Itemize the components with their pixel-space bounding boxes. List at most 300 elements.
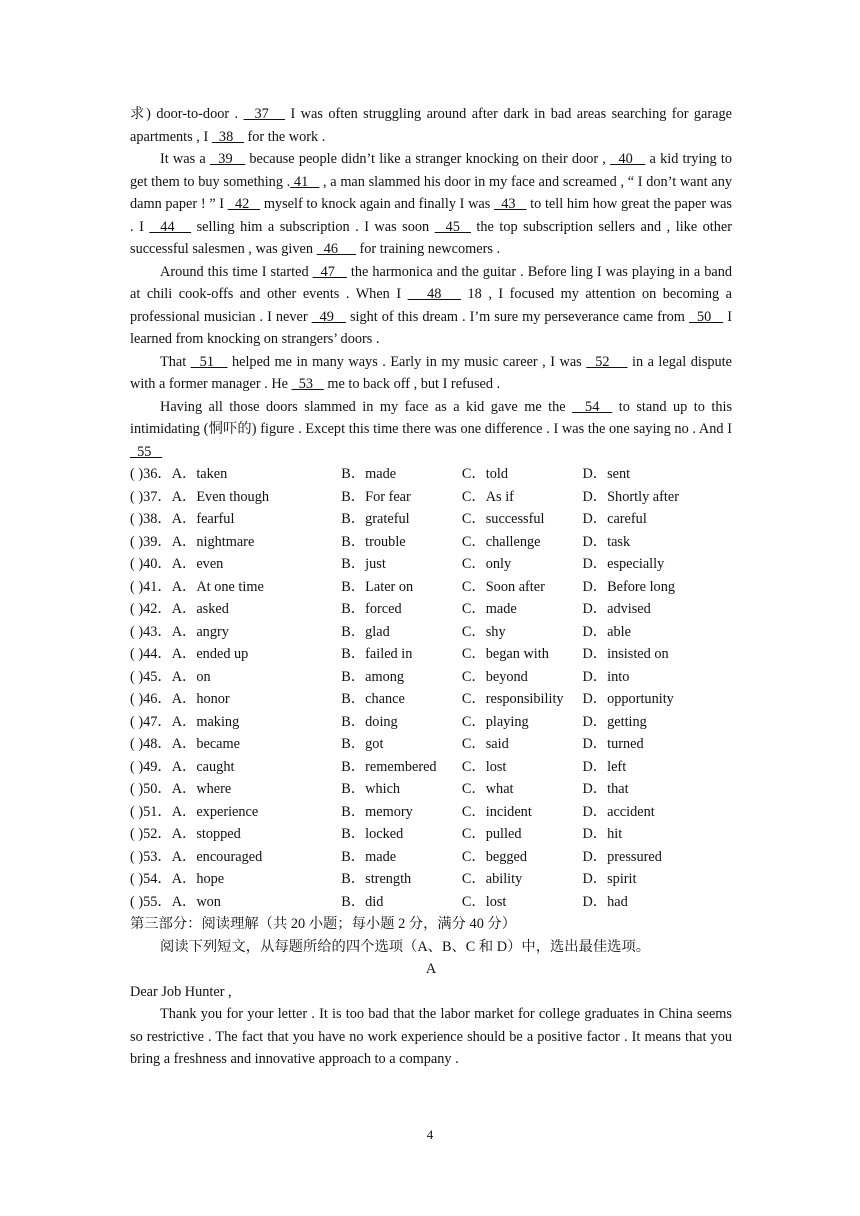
option-a: asked	[196, 601, 229, 617]
option-letter: ．A．	[157, 668, 197, 685]
option-b: got	[365, 736, 384, 752]
option-letter: ．A．	[157, 646, 197, 662]
passage-paragraph	[130, 261, 732, 351]
option-d-cell	[582, 801, 732, 824]
option-c-cell	[462, 801, 583, 824]
option-letter: C．	[461, 601, 486, 617]
question-list	[130, 463, 732, 913]
option-c-cell	[462, 486, 583, 509]
answer-bracket[interactable]: ( )	[130, 848, 144, 865]
blank-number: 40	[610, 151, 646, 167]
option-letter: D．	[582, 871, 608, 887]
blank-number: 53	[291, 376, 324, 392]
option-b: Later on	[365, 578, 414, 595]
question-row	[130, 711, 732, 734]
answer-bracket[interactable]: ( )	[130, 533, 144, 550]
option-c-cell	[462, 868, 583, 891]
option-letter: ．A．	[157, 781, 197, 797]
option-a: fearful	[196, 511, 235, 527]
cloze-passage	[130, 103, 732, 463]
option-b: trouble	[365, 533, 406, 550]
question-number-and-option-a	[130, 621, 341, 644]
option-letter: C．	[461, 848, 486, 865]
question-row	[130, 643, 732, 666]
passage-text: Having all those doors slammed in my face as a kid gave me the	[160, 398, 573, 415]
option-letter: B．	[341, 871, 366, 887]
option-letter: ．A．	[157, 826, 197, 842]
question-row	[130, 508, 732, 531]
question-number: 46	[143, 691, 158, 707]
passage-text: in a legal dispute with a former manager . He	[130, 353, 732, 392]
answer-bracket[interactable]: ( )	[130, 466, 144, 482]
option-a: ended up	[196, 646, 249, 662]
question-number: 42	[143, 601, 158, 617]
option-c: begged	[485, 848, 528, 865]
option-b-cell	[341, 801, 462, 824]
question-row	[130, 486, 732, 509]
passage-text: 求) door-to-door .	[130, 106, 244, 122]
answer-bracket[interactable]: ( )	[130, 578, 144, 595]
option-letter: C．	[461, 803, 486, 820]
option-a: honor	[196, 691, 230, 707]
option-letter: B．	[341, 556, 366, 572]
question-number-and-option-a	[130, 666, 341, 689]
option-d: getting	[607, 713, 647, 730]
option-b: failed in	[365, 646, 413, 662]
passage-text: myself to knock again and finally I was	[260, 196, 494, 212]
option-b-cell	[341, 463, 462, 486]
option-d: hit	[607, 826, 623, 842]
option-c-cell	[462, 688, 583, 711]
option-a: angry	[196, 623, 229, 640]
question-number-and-option-a	[130, 756, 341, 779]
question-number-and-option-a	[130, 846, 341, 869]
passage-text: to tell him how great the paper was . I	[130, 196, 732, 235]
option-c: challenge	[485, 533, 541, 550]
option-c: told	[485, 466, 508, 482]
option-c: began with	[485, 646, 549, 662]
option-letter: C．	[461, 758, 486, 775]
passage-text: helped me in many ways . Early in my music career , I was	[227, 353, 587, 370]
answer-bracket[interactable]: ( )	[130, 893, 144, 910]
option-letter: B．	[341, 533, 366, 550]
option-b: made	[365, 466, 397, 482]
option-d: that	[607, 781, 629, 797]
option-letter: C．	[461, 578, 486, 595]
section-heading: 第三部分：阅读理解（共 20 小题；每小题 2 分，满分 40 分）	[130, 916, 517, 932]
passage-text: for the work .	[243, 128, 326, 145]
passage-text: I was often struggling around after dark in bad areas searching for garage apartments , I	[130, 106, 733, 145]
option-c: As if	[485, 488, 514, 505]
option-a: Even though	[196, 488, 269, 505]
option-letter: ．A．	[157, 871, 197, 887]
passage-text: me to back off , but I refused .	[323, 376, 501, 392]
option-a: on	[196, 668, 211, 685]
option-c-cell	[462, 733, 583, 756]
option-letter: ．A．	[157, 601, 197, 617]
option-c: what	[485, 781, 514, 797]
question-number: 36	[143, 466, 158, 482]
question-number-and-option-a	[130, 508, 341, 531]
option-letter: D．	[582, 781, 608, 797]
option-d-cell	[582, 846, 732, 869]
passage-text: sight of this dream . I’m sure my perseverance came from	[345, 308, 689, 325]
option-c: responsibility	[485, 691, 564, 707]
passage-text: , a man slammed his door in my face and screamed , “ I don’t want any damn paper ! ” I	[130, 173, 732, 212]
option-a: caught	[196, 758, 235, 775]
option-d: careful	[607, 511, 647, 527]
option-letter: C．	[461, 713, 486, 730]
option-letter: B．	[341, 488, 366, 505]
option-b-cell	[341, 621, 462, 644]
option-d-cell	[582, 688, 732, 711]
question-number: 41	[143, 578, 158, 595]
option-d-cell	[582, 621, 732, 644]
question-row	[130, 823, 732, 846]
blank-number: 42	[227, 196, 261, 212]
option-letter: D．	[582, 713, 608, 730]
letter-body: Thank you for your letter . It is too bad that the labor market for college graduates in China seems so restrictive . The fact that you have no work experience should be a positive factor . It means that you bring a freshness and innovative approach to a company .	[130, 1006, 732, 1067]
option-c-cell	[462, 576, 583, 599]
option-b: remembered	[365, 758, 437, 775]
question-row	[130, 531, 732, 554]
option-letter: C．	[461, 556, 486, 572]
question-number: 45	[143, 668, 158, 685]
option-b: which	[365, 781, 401, 797]
option-letter: B．	[341, 758, 366, 775]
option-c: incident	[485, 803, 532, 820]
question-number: 53	[143, 848, 158, 865]
option-b-cell	[341, 756, 462, 779]
option-a: experience	[196, 803, 259, 820]
question-number-and-option-a	[130, 553, 341, 576]
option-d-cell	[582, 666, 732, 689]
question-row	[130, 756, 732, 779]
option-d: especially	[607, 556, 665, 572]
passage-text: a kid trying to get them to buy something .	[130, 151, 733, 190]
passage-text: Around this time I started	[160, 263, 313, 280]
blank-number: 47	[312, 263, 347, 280]
option-c: beyond	[485, 668, 528, 685]
option-letter: B．	[341, 691, 366, 707]
option-d: sent	[607, 466, 631, 482]
answer-bracket[interactable]: ( )	[130, 713, 144, 730]
question-number-and-option-a	[130, 711, 341, 734]
option-letter: B．	[341, 578, 366, 595]
option-b-cell	[341, 666, 462, 689]
option-b: chance	[365, 691, 405, 707]
answer-bracket[interactable]: ( )	[130, 623, 144, 640]
passage-text: That	[160, 353, 191, 370]
option-d: left	[607, 758, 627, 775]
option-letter: ．A．	[157, 736, 197, 752]
option-letter: D．	[582, 488, 608, 505]
blank-number: 43	[493, 196, 527, 212]
question-number-and-option-a	[130, 891, 341, 914]
option-letter: B．	[341, 736, 366, 752]
passage-text: to stand up to this intimidating (恫吓的) figure . Except this time there was one difference . I was the one saying no . And I	[130, 398, 733, 437]
question-number: 38	[143, 511, 158, 527]
option-d: had	[607, 893, 628, 910]
option-a: At one time	[196, 578, 264, 595]
option-letter: B．	[341, 466, 366, 482]
answer-bracket[interactable]: ( )	[130, 556, 144, 572]
option-c: lost	[485, 758, 507, 775]
option-c-cell	[462, 778, 583, 801]
option-b-cell	[341, 643, 462, 666]
option-b: among	[365, 668, 405, 685]
option-letter: ．A．	[157, 758, 197, 775]
blank-number: 39	[209, 151, 246, 167]
question-number: 51	[143, 803, 158, 820]
passage-text: for training newcomers .	[355, 241, 501, 257]
option-d-cell	[582, 891, 732, 914]
option-a: making	[196, 713, 240, 730]
option-d: pressured	[607, 848, 662, 865]
question-number-and-option-a	[130, 486, 341, 509]
option-a: hope	[196, 871, 225, 887]
option-letter: B．	[341, 623, 366, 640]
question-number: 48	[143, 736, 158, 752]
option-letter: C．	[461, 511, 486, 527]
option-b-cell	[341, 508, 462, 531]
answer-bracket[interactable]: ( )	[130, 601, 144, 617]
option-letter: D．	[582, 758, 608, 775]
option-b-cell	[341, 711, 462, 734]
passage-text: 18 , I focused my attention on becoming a professional musician . I never	[130, 286, 733, 325]
option-b: did	[365, 893, 384, 910]
question-number: 37	[143, 488, 158, 505]
option-letter: ．A．	[157, 848, 197, 865]
option-b-cell	[341, 598, 462, 621]
passage-paragraph	[130, 148, 732, 261]
option-c-cell	[462, 643, 583, 666]
page-number: 4	[426, 1127, 434, 1142]
option-letter: B．	[341, 781, 366, 797]
option-d-cell	[582, 778, 732, 801]
option-c-cell	[462, 621, 583, 644]
option-letter: B．	[341, 803, 366, 820]
option-c: playing	[485, 713, 529, 730]
option-b: just	[365, 556, 386, 572]
option-letter: ．A．	[157, 713, 197, 730]
blank-number: 50	[688, 308, 724, 325]
blank-number: 44	[149, 218, 192, 235]
question-number: 52	[143, 826, 158, 842]
blank-number: 48	[407, 286, 461, 302]
option-d-cell	[582, 733, 732, 756]
question-number: 55	[143, 893, 158, 910]
option-letter: D．	[582, 601, 608, 617]
passage-text: It was a	[160, 151, 210, 167]
blank-number: 41	[290, 173, 320, 190]
option-b-cell	[341, 553, 462, 576]
option-letter: D．	[582, 848, 608, 865]
option-letter: C．	[461, 623, 486, 640]
passage-text: the harmonica and the guitar . Before ling I was playing in a band at chili cook-offs and other events . When I	[130, 263, 732, 302]
passage-paragraph	[130, 396, 732, 464]
option-c-cell	[462, 891, 583, 914]
option-letter: C．	[461, 826, 486, 842]
option-letter: ．A．	[157, 578, 197, 595]
option-letter: C．	[461, 871, 486, 887]
question-number-and-option-a	[130, 598, 341, 621]
option-letter: D．	[582, 803, 608, 820]
option-d: turned	[607, 736, 644, 752]
question-row	[130, 598, 732, 621]
option-d: Before long	[607, 578, 675, 595]
question-number-and-option-a	[130, 531, 341, 554]
answer-bracket[interactable]: ( )	[130, 803, 144, 820]
option-c: Soon after	[485, 578, 545, 595]
option-c: ability	[485, 871, 523, 887]
option-d-cell	[582, 508, 732, 531]
option-letter: B．	[341, 713, 366, 730]
option-letter: ．A．	[157, 511, 197, 527]
option-b-cell	[341, 486, 462, 509]
question-number: 44	[143, 646, 158, 662]
option-letter: ．A．	[157, 893, 197, 910]
option-letter: ．A．	[157, 488, 197, 505]
question-row	[130, 688, 732, 711]
option-letter: C．	[461, 533, 486, 550]
option-c: said	[485, 736, 509, 752]
answer-bracket[interactable]: ( )	[130, 691, 144, 707]
option-letter: B．	[341, 601, 366, 617]
option-b: memory	[365, 803, 413, 820]
option-letter: C．	[461, 668, 486, 685]
option-d-cell	[582, 531, 732, 554]
option-c-cell	[462, 711, 583, 734]
blank-number: 52	[586, 353, 628, 370]
question-number-and-option-a	[130, 688, 341, 711]
answer-bracket[interactable]: ( )	[130, 736, 144, 752]
question-row	[130, 463, 732, 486]
option-a: even	[196, 556, 224, 572]
option-d-cell	[582, 756, 732, 779]
option-c-cell	[462, 756, 583, 779]
answer-bracket[interactable]: ( )	[130, 871, 144, 887]
option-c: lost	[485, 893, 507, 910]
question-number-and-option-a	[130, 868, 341, 891]
option-a: nightmare	[196, 533, 255, 550]
option-d: insisted on	[607, 646, 669, 662]
question-row	[130, 801, 732, 824]
blank-number: 49	[311, 308, 346, 325]
option-letter: D．	[582, 578, 608, 595]
option-letter: D．	[582, 646, 608, 662]
question-number-and-option-a	[130, 801, 341, 824]
question-number: 43	[143, 623, 158, 640]
question-number-and-option-a	[130, 576, 341, 599]
option-b-cell	[341, 688, 462, 711]
option-letter: C．	[461, 893, 486, 910]
option-d: Shortly after	[607, 488, 679, 505]
option-b: grateful	[365, 511, 410, 527]
option-c: pulled	[485, 826, 522, 842]
option-d-cell	[582, 643, 732, 666]
option-a: taken	[196, 466, 228, 482]
option-letter: B．	[341, 668, 366, 685]
option-d: spirit	[607, 871, 637, 887]
option-c: successful	[485, 511, 545, 527]
question-number: 50	[143, 781, 158, 797]
answer-bracket[interactable]: ( )	[130, 488, 144, 505]
passage-paragraph	[130, 103, 732, 148]
option-d: opportunity	[607, 691, 674, 707]
option-a: stopped	[196, 826, 241, 842]
question-row	[130, 621, 732, 644]
letter-salutation: Dear Job Hunter ,	[130, 983, 232, 1000]
blank-number: 38	[211, 128, 244, 145]
passage-label: A	[425, 961, 437, 977]
question-number-and-option-a	[130, 778, 341, 801]
option-letter: ．A．	[157, 691, 197, 707]
option-b: forced	[365, 601, 402, 617]
answer-bracket[interactable]: ( )	[130, 511, 144, 527]
option-d: accident	[607, 803, 655, 820]
answer-bracket[interactable]: ( )	[130, 781, 144, 797]
option-letter: ．A．	[157, 803, 197, 820]
option-c-cell	[462, 666, 583, 689]
document-page	[130, 103, 732, 1071]
option-letter: D．	[582, 556, 608, 572]
option-b-cell	[341, 823, 462, 846]
question-row	[130, 846, 732, 869]
option-letter: B．	[341, 893, 366, 910]
answer-bracket[interactable]: ( )	[130, 758, 144, 775]
question-row	[130, 553, 732, 576]
blank-number: 54	[572, 398, 613, 415]
option-b: doing	[365, 713, 398, 730]
option-letter: D．	[582, 736, 608, 752]
answer-bracket[interactable]: ( )	[130, 668, 144, 685]
option-b-cell	[341, 868, 462, 891]
option-letter: D．	[582, 668, 608, 685]
option-c: made	[485, 601, 517, 617]
question-number: 49	[143, 758, 158, 775]
option-letter: B．	[341, 511, 366, 527]
question-number: 54	[143, 871, 158, 887]
option-d-cell	[582, 711, 732, 734]
option-c: shy	[485, 623, 506, 640]
option-c: only	[485, 556, 512, 572]
option-b: strength	[365, 871, 412, 887]
option-d-cell	[582, 576, 732, 599]
passage-text: I learned from knocking on strangers’ doors .	[130, 308, 733, 347]
option-d: able	[607, 623, 631, 640]
option-d: task	[607, 533, 631, 550]
option-letter: B．	[341, 826, 366, 842]
option-b-cell	[341, 576, 462, 599]
question-row	[130, 576, 732, 599]
option-c-cell	[462, 598, 583, 621]
option-d-cell	[582, 463, 732, 486]
option-letter: C．	[461, 646, 486, 662]
option-c-cell	[462, 823, 583, 846]
answer-bracket[interactable]: ( )	[130, 826, 144, 842]
option-d-cell	[582, 553, 732, 576]
question-number-and-option-a	[130, 823, 341, 846]
question-number-and-option-a	[130, 643, 341, 666]
option-c-cell	[462, 463, 583, 486]
answer-bracket[interactable]: ( )	[130, 646, 144, 662]
question-number-and-option-a	[130, 463, 341, 486]
option-d-cell	[582, 868, 732, 891]
option-letter: ．A．	[157, 556, 197, 572]
option-letter: C．	[461, 488, 486, 505]
blank-number: 45	[434, 218, 471, 235]
